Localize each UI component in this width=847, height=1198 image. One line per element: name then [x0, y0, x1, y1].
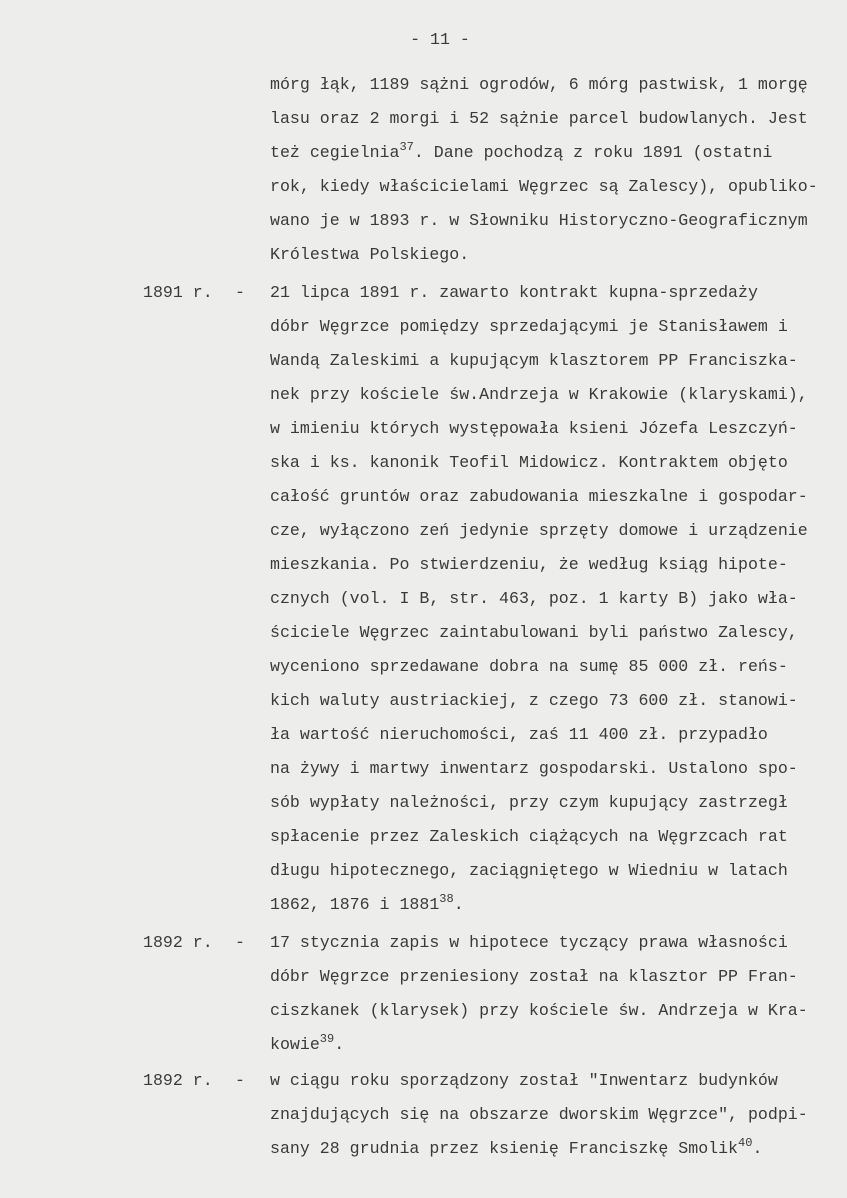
text-segment: na żywy i martwy inwentarz gospodarski. Ustalono spo- [270, 759, 798, 778]
text-segment: mórg łąk, 1189 sążni ogrodów, 6 mórg pastwisk, 1 morgę [270, 75, 808, 94]
footnote-ref: 39 [319, 1032, 335, 1046]
entry-text [270, 276, 808, 922]
text-line [270, 616, 808, 650]
text-line [270, 926, 808, 960]
text-line [270, 344, 808, 378]
footnote-ref: 40 [738, 1136, 753, 1150]
text-segment: sób wypłaty należności, przy czym kupujący zastrzegł [270, 793, 788, 812]
entry-year: 1892 r. [143, 1071, 213, 1090]
entry-text [270, 1064, 808, 1166]
text-line [270, 1064, 808, 1098]
text-line [270, 170, 818, 204]
entry-year: 1892 r. [143, 933, 213, 952]
entry-dash: - [235, 283, 245, 302]
text-segment: . [453, 895, 464, 914]
text-segment: spłacenie przez Zaleskich ciążących na Węgrzcach rat [270, 827, 788, 846]
text-line [270, 650, 808, 684]
text-line [270, 888, 808, 922]
text-segment: lasu oraz 2 morgi i 52 sążnie parcel budowlanych. Jest [270, 109, 808, 128]
text-line [270, 854, 808, 888]
text-line [270, 238, 818, 272]
text-line [270, 960, 808, 994]
text-segment: mieszkania. Po stwierdzeniu, że według ksiąg hipote- [270, 555, 788, 574]
text-segment: . [752, 1139, 763, 1158]
text-segment: znajdujących się na obszarze dworskim Węgrzce", podpi- [270, 1105, 808, 1124]
text-segment: wyceniono sprzedawane dobra na sumę 85 000 zł. reńs- [270, 657, 788, 676]
entry-dash: - [235, 933, 245, 952]
text-segment: dóbr Węgrzce przeniesiony został na klasztor PP Fran- [270, 967, 798, 986]
entry-year: 1891 r. [143, 283, 213, 302]
text-segment: w imieniu których występowała ksieni Józefa Leszczyń- [270, 419, 798, 438]
text-line [270, 204, 818, 238]
text-segment: 1862, 1876 i 1881 [270, 895, 440, 914]
entry-text [270, 68, 818, 272]
text-line [270, 718, 808, 752]
text-segment: ściciele Węgrzec zaintabulowani byli państwo Zalescy, [270, 623, 798, 642]
text-line [270, 102, 818, 136]
footnote-ref: 37 [399, 140, 414, 154]
page-number: - 11 - [410, 30, 470, 49]
text-line [270, 1028, 808, 1062]
text-segment: rok, kiedy właścicielami Węgrzec są Zalescy), opubliko- [270, 177, 818, 196]
text-segment: wano je w 1893 r. w Słowniku Historyczno-Geograficznym [270, 211, 808, 230]
text-line [270, 994, 808, 1028]
text-line [270, 752, 808, 786]
entry-text [270, 926, 808, 1062]
text-segment: ska i ks. kanonik Teofil Midowicz. Kontraktem objęto [270, 453, 788, 472]
entry-dash: - [235, 1071, 245, 1090]
text-segment: ciszkanek (klarysek) przy kościele św. Andrzeja w Kra- [270, 1001, 808, 1020]
text-line [270, 136, 818, 170]
text-segment: cze, wyłączono zeń jedynie sprzęty domowe i urządzenie [270, 521, 808, 540]
text-line [270, 582, 808, 616]
text-segment: kich waluty austriackiej, z czego 73 600 zł. stanowi- [270, 691, 798, 710]
text-segment: Wandą Zaleskimi a kupującym klasztorem PP Franciszka- [270, 351, 798, 370]
text-line [270, 446, 808, 480]
text-line [270, 276, 808, 310]
text-segment: Królestwa Polskiego. [270, 245, 470, 264]
text-line [270, 548, 808, 582]
text-segment: w ciągu roku sporządzony został "Inwentarz budynków [270, 1071, 778, 1090]
text-segment: 17 stycznia zapis w hipotece tyczący prawa własności [270, 933, 788, 952]
text-segment: całość gruntów oraz zabudowania mieszkalne i gospodar- [270, 487, 808, 506]
text-segment: sany 28 grudnia przez ksienię Franciszkę Smolik [270, 1139, 739, 1158]
text-segment: kowie [270, 1035, 320, 1054]
text-line [270, 68, 818, 102]
text-line [270, 378, 808, 412]
text-line [270, 1098, 808, 1132]
text-segment: dóbr Węgrzce pomiędzy sprzedającymi je Stanisławem i [270, 317, 788, 336]
footnote-ref: 38 [439, 892, 454, 906]
text-line [270, 820, 808, 854]
text-segment: 21 lipca 1891 r. zawarto kontrakt kupna-sprzedaży [270, 283, 758, 302]
text-line [270, 786, 808, 820]
text-segment: też cegielnia [270, 143, 400, 162]
text-line [270, 684, 808, 718]
text-line [270, 514, 808, 548]
text-segment: ła wartość nieruchomości, zaś 11 400 zł. przypadło [270, 725, 768, 744]
text-line [270, 310, 808, 344]
text-line [270, 480, 808, 514]
text-segment: . [334, 1035, 345, 1054]
text-segment: długu hipotecznego, zaciągniętego w Wiedniu w latach [270, 861, 788, 880]
text-line [270, 412, 808, 446]
text-segment: nek przy kościele św.Andrzeja w Krakowie (klaryskami), [270, 385, 808, 404]
text-segment: cznych (vol. I B, str. 463, poz. 1 karty B) jako wła- [270, 589, 798, 608]
text-segment: . Dane pochodzą z roku 1891 (ostatni [413, 143, 773, 162]
text-line [270, 1132, 808, 1166]
